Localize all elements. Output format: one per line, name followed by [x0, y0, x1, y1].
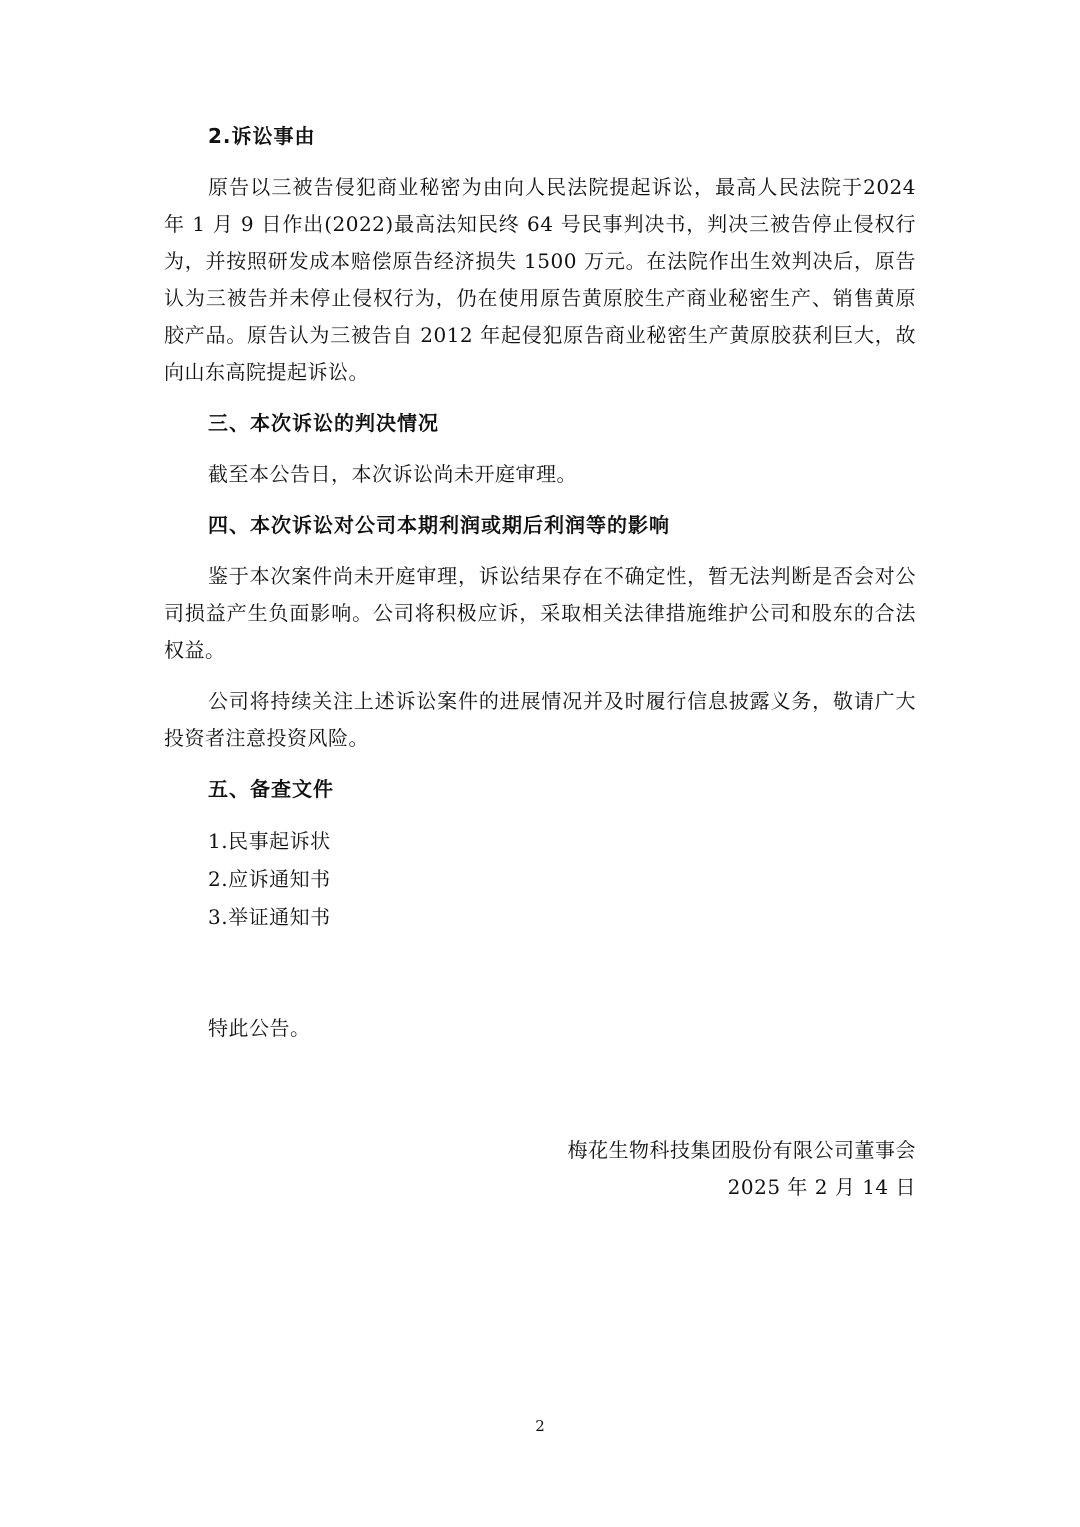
reference-documents-list: [164, 822, 916, 936]
section-3-heading: 三、本次诉讼的判决情况: [208, 411, 439, 435]
document-body: [164, 118, 916, 1067]
list-item: 3.举证通知书: [208, 905, 331, 929]
signature-date: 2025 年 2 月 14 日: [727, 1175, 916, 1199]
list-item: 2.应诉通知书: [208, 867, 331, 891]
section-4-paragraph-1: 鉴于本次案件尚未开庭审理，诉讼结果存在不确定性，暂无法判断是否会对公司损益产生负面影响。公司将积极应诉，采取相关法律措施维护公司和股东的合法权益。: [164, 564, 916, 662]
section-4-heading: 四、本次诉讼对公司本期利润或期后利润等的影响: [208, 513, 670, 537]
page-number: 2: [535, 1417, 545, 1435]
list-item: 1.民事起诉状: [208, 829, 331, 853]
section-2-paragraph: 原告以三被告侵犯商业秘密为由向人民法院提起诉讼，最高人民法院于2024年 1 月 9 日作出(2022)最高法知民终 64 号民事判决书，判决三被告停止侵权行为，并按照研发成本赔偿原告经济损失 1500 万元。在法院作出生效判决后，原告认为三被告并未停止侵权行为，仍在使用原告黄原胶生产商业秘密生产、销售黄原胶产品。原告认为三被告自 2012 年起侵犯原告商业秘密生产黄原胶获利巨大，故向山东高院提起诉讼。: [164, 175, 916, 384]
section-3-paragraph: 截至本公告日，本次诉讼尚未开庭审理。: [208, 462, 577, 486]
signature-block: [568, 1132, 917, 1206]
section-4-paragraph-2: 公司将持续关注上述诉讼案件的进展情况并及时履行信息披露义务，敬请广大投资者注意投资风险。: [164, 689, 916, 750]
closing-statement: 特此公告。: [208, 1016, 311, 1040]
signature-organization: 梅花生物科技集团股份有限公司董事会: [567, 1138, 916, 1162]
section-5-heading: 五、备查文件: [208, 777, 334, 801]
section-2-heading: 2.诉讼事由: [208, 124, 316, 148]
